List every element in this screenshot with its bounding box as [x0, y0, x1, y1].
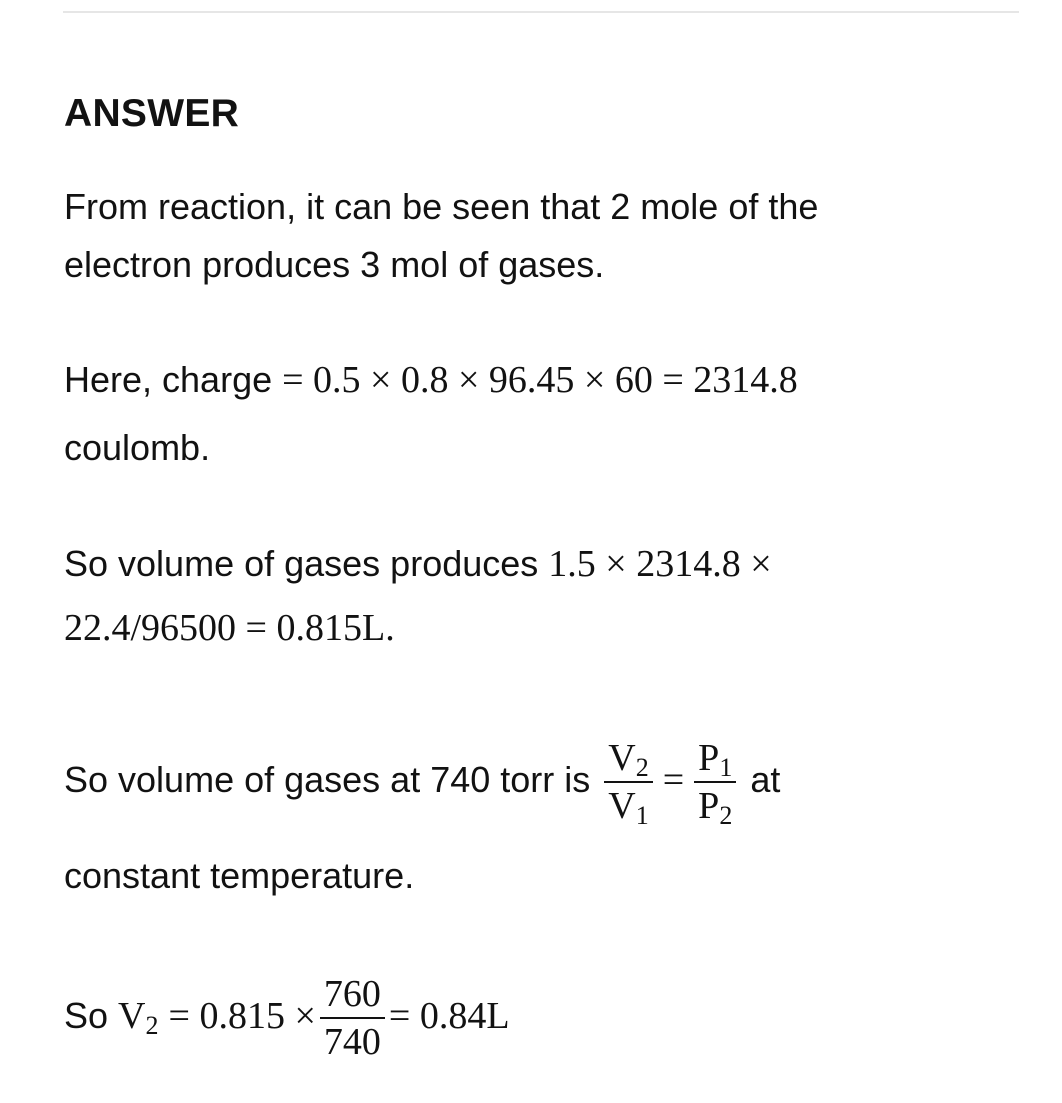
volume-ratio-fraction [604, 737, 652, 831]
top-divider [63, 11, 1019, 13]
volume-equation-part-2: 22.4/96500 = 0.815L. [64, 607, 395, 649]
final-result-value: = 0.84L [388, 995, 510, 1037]
pressure-ratio-denominator: $P_2$ [698, 785, 733, 831]
volume-ratio-denominator: $V_1$ [608, 785, 649, 831]
charge-label: Here, charge [64, 359, 273, 400]
final-result-label: So [64, 995, 119, 1036]
pressure-fraction [320, 973, 385, 1063]
pressure-ratio-numerator: $P_1$ [694, 737, 736, 783]
boyle-law-suffix: at [750, 759, 781, 800]
constant-temperature-text: constant temperature. [64, 855, 415, 896]
volume-equation-part-1: 1.5 × 2314.8 × [548, 543, 772, 585]
pressure-ratio-fraction [694, 737, 736, 831]
boyle-law-label: So volume of gases at 740 torr is [64, 759, 601, 800]
equals-sign: = [662, 759, 685, 801]
final-result-line [64, 966, 510, 1066]
final-result-variable: $V_2$ [118, 995, 159, 1040]
paragraph-1-line-1: From reaction, it can be seen that 2 mole of the [64, 186, 819, 227]
volume-ratio-numerator: $V_2$ [604, 737, 652, 783]
paragraph-1-line-2: electron produces 3 mol of gases. [64, 244, 605, 285]
pressure-fraction-denominator: 740 [323, 1021, 381, 1064]
charge-unit: coulomb. [64, 427, 211, 468]
final-result-multiplier: = 0.815 × [168, 995, 316, 1037]
charge-line [64, 356, 798, 404]
boyle-law-line [64, 730, 780, 830]
volume-line-1 [64, 540, 772, 588]
answer-heading: ANSWER [64, 92, 240, 135]
pressure-fraction-numerator: 760 [320, 973, 385, 1019]
volume-label: So volume of gases produces [64, 543, 549, 584]
charge-equation: = 0.5 × 0.8 × 96.45 × 60 = 2314.8 [282, 359, 798, 401]
